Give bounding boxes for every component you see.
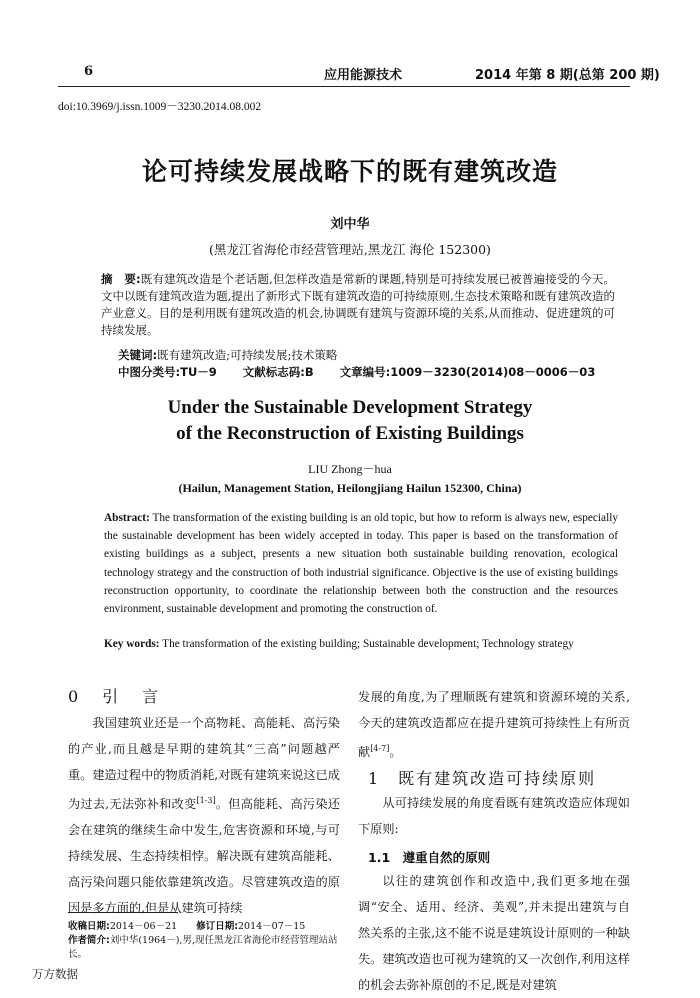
citation-1-3: [1-3] [196,796,216,805]
footnote [68,920,340,962]
received-label: 收稿日期: [68,921,110,932]
right-paragraph: 发展的角度,为了理顺既有建筑和资源环境的关系,今天的建筑改造都应在提升建筑可持续性上有所贡献 [358,690,630,760]
document-code: 文献标志码:B [242,365,314,379]
en-affiliation: (Hailun, Management Station, Heilongjiang Hailun 152300, China) [178,481,522,495]
cn-keywords-text: 既有建筑改造;可持续发展;技术策略 [157,348,338,362]
cn-affiliation: (黑龙江省海伦市经营管理站,黑龙江 海伦 152300) [209,242,491,257]
author-bio-label: 作者简介: [68,935,110,946]
en-title-line2: of the Reconstruction of Existing Buildings [176,423,524,444]
journal-name: 应用能源技术 [324,68,403,83]
footnote-author [68,934,340,962]
cn-title: 论可持续发展战略下的既有建筑改造 [141,157,558,186]
wanfang-watermark: 万方数据 [32,967,78,981]
cn-keywords-label: 关键词: [118,348,158,362]
footnote-dates [68,920,340,934]
en-keywords-label: Key words: [104,638,160,650]
doi: doi:10.3969/j.issn.1009－3230.2014.08.002 [58,101,262,113]
cn-abstract-label: 摘 要: [101,272,141,286]
footnote-rule [68,912,178,913]
revised-date: 2014－07－15 [238,921,306,932]
en-title-line1: Under the Sustainable Development Strategy [167,397,533,418]
left-column-text [68,710,340,921]
header-rule [58,86,630,87]
author-bio: 刘中华(1964－),男,现任黑龙江省海伦市经营管理站站长。 [68,935,338,960]
en-abstract [104,509,618,618]
subsection-1-1-heading: 1.1 遵重自然的原则 [368,850,491,865]
cn-abstract [101,271,615,339]
cn-abstract-text: 既有建筑改造是个老话题,但怎样改造是常新的课题,特别是可持续发展已被普遍接受的今天。文中以既有建筑改造为题,提出了新形式下既有建筑改造的可持续原则,生态技术策略和既有建筑改造的产业意义。目的是利用既有建筑改造的机会,协调既有建筑与资源环境的关系,从而推动、促进建筑的可持续发展。 [101,272,615,337]
en-keywords [104,635,618,653]
clc-number: 中图分类号:TU－9 [118,365,217,379]
en-abstract-label: Abstract: [104,512,150,524]
received-date: 2014－06－21 [109,921,178,932]
issue-info: 2014 年第 8 期(总第 200 期) [475,68,660,83]
right-column-top [358,684,630,765]
revised-label: 修订日期: [196,921,238,932]
en-author: LIU Zhong－hua [308,462,392,476]
page-number: 6 [84,64,94,79]
subsection-1-1-paragraph: 以往的建筑创作和改造中,我们更多地在强调“安全、适用、经济、美观”,并未提出建筑与自然关系的主张,这不能不说是建筑设计原则的一种缺失。建筑改造也可视为建筑的又一次创作,利用这样的机会去弥补原创的不足,既是对建筑 [358,874,630,992]
en-keywords-text: The transformation of the existing building; Sustainable development; Technology strategy [162,638,574,650]
cn-author: 刘中华 [330,217,370,232]
citation-4-7: [4-7] [370,744,390,753]
intro-paragraph-cont: 。但高能耗、高污染还会在建筑的继续生命中发生,危害资源和环境,与可持续发展、生态持续相悖。解决既有建筑高能耗、高污染问题只能依靠建筑改造。尽管建筑改造的原因是多方面的,但是从建筑可持续 [68,797,340,916]
section-0-heading: 0 引 言 [68,687,163,706]
cn-keywords [118,347,337,363]
en-abstract-text: The transformation of the existing building is an old topic, but how to reform is always new, especially the sustainable development has been widely accepted in today. This paper is based on the transformation of existing buildings as a subject, presents a new situation both sustainable building renovation, ecological technology strategy and the construction of both industrial significance. Objective is the use of existing buildings reconstruction opportunity, to coordinate the relationship between both the construction and the resources environment, sustainable development and promoting the construction of. [104,512,619,616]
classification-line [118,364,621,380]
right-paragraph-end: 。 [389,745,402,760]
section-1-heading: 1 既有建筑改造可持续原则 [368,769,597,788]
article-number: 文章编号:1009－3230(2014)08－0006－03 [339,365,596,379]
section-1-paragraph: 从可持续发展的角度看既有建筑改造应体现如下原则: [358,796,630,836]
intro-paragraph: 我国建筑业还是一个高物耗、高能耗、高污染的产业,而且越是早期的建筑其“三高”问题越严重。建造过程中的物质消耗,对既有建筑来说这已成为过去,无法弥补和改变 [68,716,340,812]
